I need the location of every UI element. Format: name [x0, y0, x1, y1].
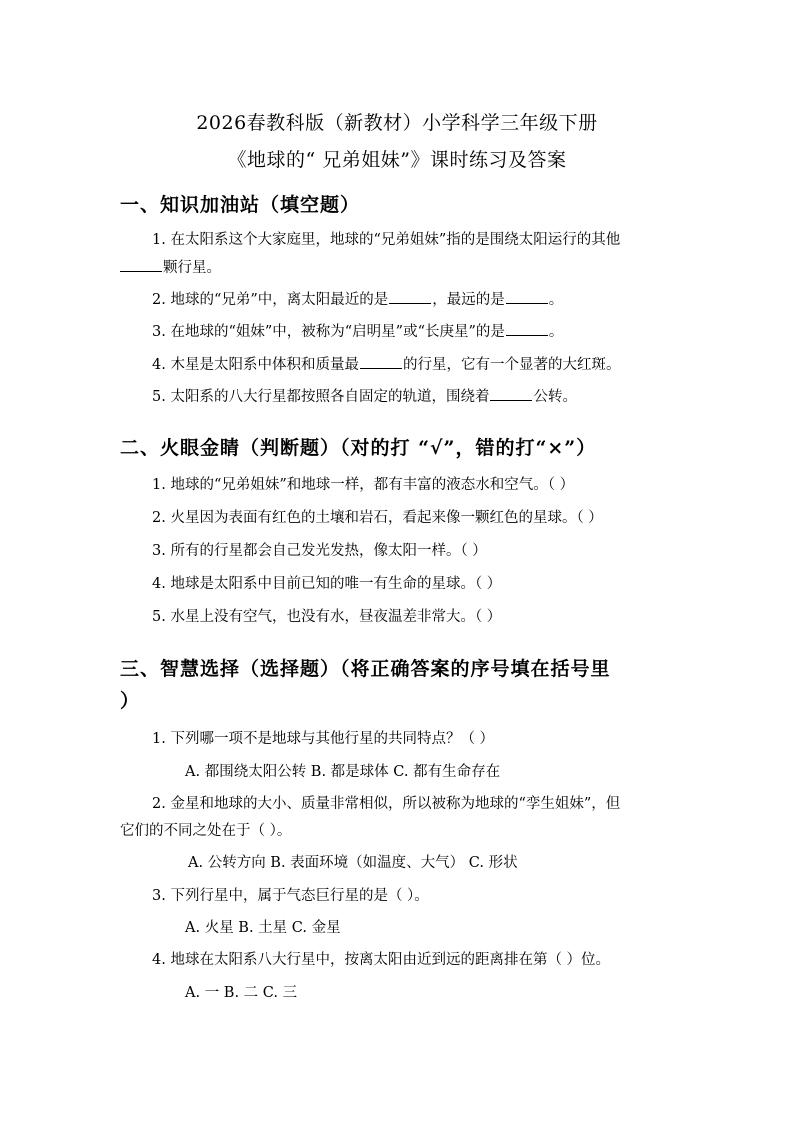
question-3-1-options: A. 都围绕太阳公转 B. 都是球体 C. 都有生命存在 [185, 764, 501, 780]
document-subtitle: 《地球的“ 兄弟姐妹”》课时练习及答案 [227, 149, 567, 171]
question-2-5: 5. 水星上没有空气，也没有水，昼夜温差非常大。（ ） [152, 609, 502, 625]
answer-blank[interactable] [389, 289, 431, 304]
question-2-1: 1. 地球的“兄弟姐妹”和地球一样，都有丰富的液态水和空气。（ ） [152, 477, 575, 493]
question-1-5: 5. 太阳系的八大行星都按照各自固定的轨道，围绕着 公转。 [152, 385, 577, 406]
question-2-3: 3. 所有的行星都会自己发光发热，像太阳一样。（ ） [152, 543, 487, 559]
answer-blank[interactable] [506, 289, 548, 304]
answer-blank[interactable] [360, 354, 402, 369]
question-3-2-line-1: 2. 金星和地球的大小、质量非常相似，所以被称为地球的“孪生姐妹”，但 [152, 796, 621, 812]
question-3-2-options: A. 公转方向 B. 表面环境（如温度、大气） C. 形状 [188, 855, 518, 871]
question-2-2: 2. 火星因为表面有红色的土壤和岩石，看起来像一颗红色的星球。（ ） [152, 510, 603, 526]
question-1-1-line-2: 颗行星。 [120, 256, 221, 277]
section-heading-fill-in: 一、知识加油站（填空题） [120, 194, 361, 216]
question-3-4: 4. 地球在太阳系八大行星中，按离太阳由近到远的距离排在第（ ）位。 [152, 952, 611, 968]
question-3-2-line-2: 它们的不同之处在于（ ）。 [120, 823, 292, 839]
question-2-4: 4. 地球是太阳系中目前已知的唯一有生命的星球。（ ） [152, 576, 502, 592]
question-1-2: 2. 地球的“兄弟”中，离太阳最近的是 ，最远的是 。 [152, 288, 563, 309]
question-3-4-options: A. 一 B. 二 C. 三 [185, 985, 298, 1001]
question-3-3-options: A. 火星 B. 土星 C. 金星 [185, 920, 341, 936]
question-3-3: 3. 下列行星中，属于气态巨行星的是（ ）。 [152, 888, 429, 904]
question-1-3: 3. 在地球的“姐妹”中，被称为“启明星”或“长庚星”的是 。 [152, 320, 563, 341]
question-1-1-line-1: 1. 在太阳系这个大家庭里，地球的“兄弟姐妹”指的是围绕太阳运行的其他 [152, 232, 621, 248]
question-3-1: 1. 下列哪一项不是地球与其他行星的共同特点？（ ） [152, 731, 495, 747]
section-heading-true-false: 二、火眼金睛（判断题）（对的打 “√”，错的打“×”） [120, 437, 597, 459]
question-1-4: 4. 木星是太阳系中体积和质量最 的行星，它有一个显著的大红斑。 [152, 353, 620, 374]
section-heading-multiple-choice-line-2: ） [120, 690, 141, 712]
answer-blank[interactable] [490, 386, 532, 401]
answer-blank[interactable] [120, 257, 162, 272]
section-heading-multiple-choice: 三、智慧选择（选择题）（将正确答案的序号填在括号里 [120, 658, 611, 680]
document-title: 2026春教科版（新教材）小学科学三年级下册 [196, 112, 598, 134]
answer-blank[interactable] [506, 321, 548, 336]
